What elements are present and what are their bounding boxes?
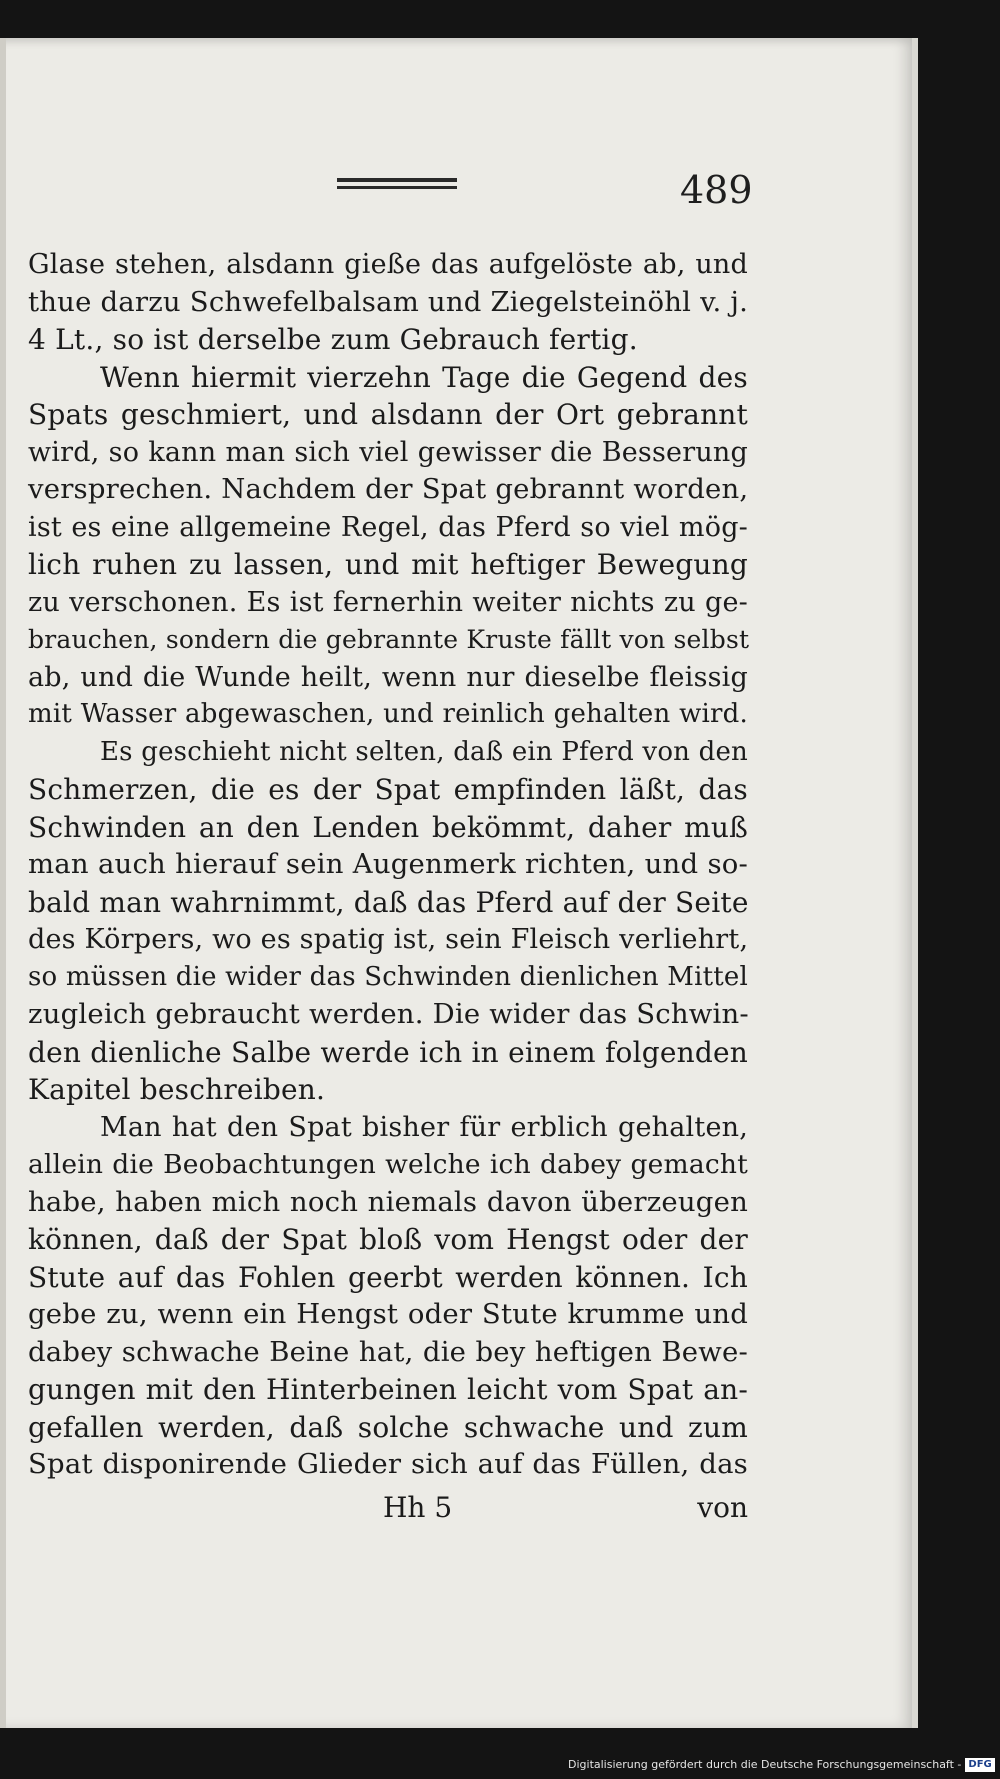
text-line: man auch hierauf sein Augenmerk richten, und so- [28, 848, 748, 880]
text-line: Wenn hiermit vierzehn Tage die Gegend des [100, 360, 748, 394]
text-line: den dienliche Salbe werde ich in einem folgenden [28, 1035, 748, 1069]
text-line: brauchen, sondern die gebrannte Kruste fällt von selbst [28, 625, 750, 654]
text-line: Es geschieht nicht selten, daß ein Pferd von den [100, 736, 748, 767]
text-line: des Körpers, wo es spatig ist, sein Fleisch verliehrt, [28, 924, 749, 955]
text-line: zu verschonen. Es ist fernerhin weiter nichts zu ge- [28, 586, 748, 618]
catchword: von [697, 1491, 748, 1524]
text-line: Man hat den Spat bisher für erblich gehalten, [100, 1111, 748, 1143]
text-line: bald man wahrnimmt, daß das Pferd auf der Seite [28, 885, 749, 919]
rule-bar-top [337, 178, 457, 182]
header-ornament-rule [337, 178, 457, 192]
digitization-notice-text: Digitalisierung gefördert durch die Deutsche Forschungsgemeinschaft - [568, 1758, 962, 1771]
signature-mark: Hh 5 [383, 1491, 453, 1524]
text-line: gebe zu, wenn ein Hengst oder Stute krumme und [28, 1298, 748, 1330]
text-line: Spat disponirende Glieder sich auf das Füllen, das [28, 1448, 748, 1480]
dfg-logo: DFG [965, 1758, 994, 1772]
text-line: so müssen die wider das Schwinden dienlichen Mittel [28, 961, 749, 992]
text-line: lich ruhen zu lassen, und mit heftiger Bewegung [28, 548, 748, 581]
text-line: Kapitel beschreiben. [28, 1073, 326, 1106]
body-text [28, 246, 748, 1484]
text-line: Stute auf das Fohlen geerbt werden können. Ich [28, 1260, 748, 1294]
rule-bar-bottom [337, 186, 457, 189]
text-line: ab, und die Wunde heilt, wenn nur dieselbe fleissig [28, 661, 748, 693]
digitization-notice [568, 1756, 990, 1774]
text-line: wird, so kann man sich viel gewisser die Besserung [28, 436, 748, 468]
text-line: dabey schwache Beine hat, die bey heftigen Bewe- [28, 1335, 748, 1368]
text-line: gungen mit den Hinterbeinen leicht vom Spat an- [28, 1373, 748, 1406]
page-number: 489 [680, 168, 753, 212]
text-line: Schmerzen, die es der Spat empfinden läßt, das [28, 773, 748, 806]
text-line: können, daß der Spat bloß vom Hengst oder der [28, 1223, 748, 1256]
text-line: versprechen. Nachdem der Spat gebrannt worden, [28, 473, 749, 505]
text-line: 4 Lt., so ist derselbe zum Gebrauch fertig. [28, 323, 638, 356]
text-line: gefallen werden, daß solche schwache und zum [28, 1410, 748, 1444]
text-line: Spats geschmiert, und alsdann der Ort gebrannt [28, 398, 748, 431]
text-line: Glase stehen, alsdann gieße das aufgelöste ab, und [28, 249, 748, 280]
text-line: zugleich gebraucht werden. Die wider das Schwin- [28, 998, 749, 1030]
text-line: habe, haben mich noch niemals davon überzeugen [28, 1185, 748, 1218]
text-line: Schwinden an den Lenden bekömmt, daher muß [28, 810, 748, 844]
text-line: mit Wasser abgewaschen, und reinlich gehalten wird. [28, 699, 748, 729]
text-line: thue darzu Schwefelbalsam und Ziegelsteinöhl v. j. [28, 285, 749, 318]
text-line: allein die Beobachtungen welche ich dabey gemacht [28, 1149, 748, 1180]
text-line: ist es eine allgemeine Regel, das Pferd so viel mög- [28, 511, 748, 543]
page-edge [0, 38, 6, 1728]
page-footer [28, 1488, 748, 1528]
